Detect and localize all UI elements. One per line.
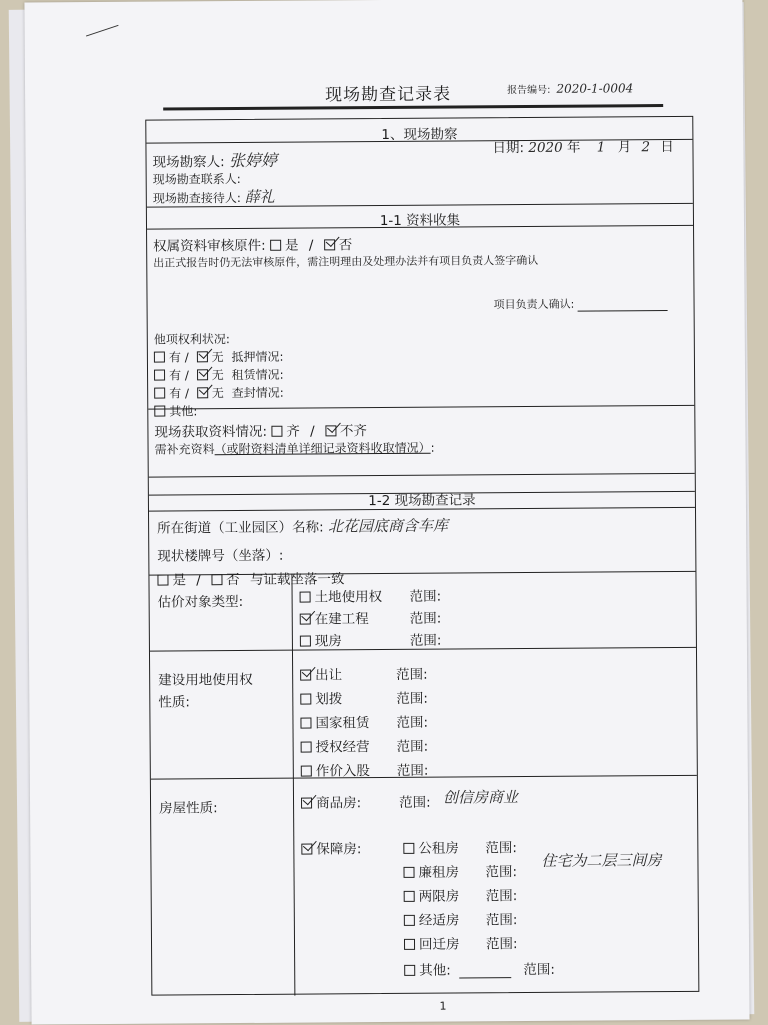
affordable-item: 两限房 范围:: [404, 885, 460, 905]
section-1-heading: 1、现场勘察: [381, 126, 458, 144]
land-use-item: 作价入股 范围:: [301, 759, 370, 779]
date-field: 日期: 2020 年 1 月 2 日: [492, 138, 674, 157]
rights-row: 有 / 无 查封情况:: [154, 384, 284, 402]
confirm-blank[interactable]: [578, 310, 668, 312]
surveyor-value: 张婷婷: [228, 150, 277, 171]
title-divider: [163, 104, 663, 110]
rights-heading: 他项权利状况:: [153, 332, 230, 347]
review-no-checkbox[interactable]: [324, 239, 335, 250]
survey-form: [145, 116, 699, 996]
plate-field: 现状楼牌号（坐落）:: [157, 547, 284, 565]
receiver-value: 薛礼: [244, 187, 275, 206]
affordable-item: 回迁房 范围:: [404, 933, 460, 953]
affordable-item: 廉租房 范围:: [403, 861, 459, 881]
receiver-field: 现场勘查接待人: 薛礼: [152, 187, 275, 206]
original-review-field: 权属资料审核原件: 是 / 否: [153, 237, 353, 255]
commercial-housing: 商品房: 范围: 创信房商业: [301, 791, 361, 811]
street-value: 北花园底商含车库: [327, 516, 449, 536]
land-use-item: 划拨 范围:: [300, 687, 342, 707]
report-number-value: 2020-1-0004: [556, 81, 634, 96]
affordable-other: 其他: 范围:: [404, 958, 555, 979]
page-number: 1: [439, 999, 447, 1013]
report-number: [507, 80, 633, 96]
rights-other: 其他:: [154, 402, 197, 419]
confirm-field: 项目负责人确认:: [494, 295, 668, 312]
house-type-label: 房屋性质:: [159, 800, 218, 817]
review-note: 出正式报告时仍无法审核原件，需注明理由及处理办法并有项目负责人签字确认: [153, 253, 539, 270]
valuation-type-label: 估价对象类型:: [157, 594, 244, 611]
rights-row: 有 / 无 租赁情况:: [154, 366, 284, 384]
consistent-field: 是 / 否 与证载坐落一致: [157, 567, 344, 588]
street-field: 所在街道（工业园区）名称: 北花园底商含车库: [157, 516, 449, 537]
section-1-1-heading: 1-1 资料收集: [379, 212, 461, 230]
affordable-item: 经适房 范围:: [404, 909, 460, 929]
affordable-housing: 保障房:: [301, 837, 361, 857]
obtain-complete-checkbox[interactable]: [271, 426, 282, 437]
valuation-item: 土地使用权 范围:: [300, 585, 383, 606]
commercial-value: 创信房商业: [442, 788, 519, 807]
pen-mark: [86, 25, 121, 45]
affordable-item: 公租房 范围:: [403, 837, 459, 857]
contact-field: 现场勘查联系人:: [152, 172, 241, 187]
page-title: 现场勘查记录表: [325, 84, 452, 106]
land-use-label: 性质:: [158, 694, 190, 711]
document-page: [24, 0, 749, 1024]
land-use-item: 出让 范围:: [300, 663, 342, 683]
valuation-item: 在建工程 范围:: [300, 607, 369, 627]
land-use-item: 授权经营 范围:: [301, 735, 370, 755]
report-number-label: 报告编号:: [507, 84, 551, 97]
affordable-note: 住宅为二层三间房: [541, 851, 662, 870]
rights-row: 有 / 无 抵押情况:: [154, 348, 284, 366]
surveyor-field: 现场勘察人: 张婷婷: [152, 150, 277, 171]
land-use-label: 建设用地使用权: [158, 671, 253, 689]
valuation-item: 现房 范围:: [300, 629, 342, 649]
obtain-field: 现场获取资料情况: 齐 / 不齐: [154, 423, 368, 441]
supplement-field: 需补充资料（或附资料清单详细记录资料收取情况）:: [154, 440, 435, 457]
land-use-item: 国家租赁 范围:: [300, 711, 369, 731]
obtain-incomplete-checkbox[interactable]: [325, 425, 336, 436]
review-yes-checkbox[interactable]: [270, 240, 281, 251]
other-blank[interactable]: [459, 977, 511, 978]
section-1-2-heading: 1-2 现场勘查记录: [368, 492, 476, 510]
